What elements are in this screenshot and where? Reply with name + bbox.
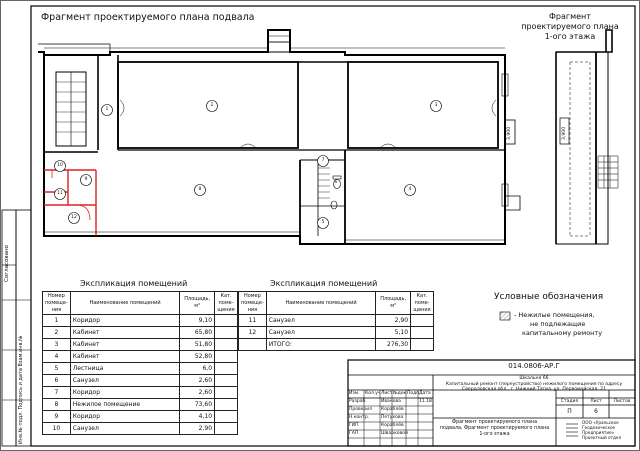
explication-title-right: Экспликация помещений [270, 279, 378, 288]
stamp-col-izm: Изм. [349, 391, 360, 396]
cell-cat [215, 399, 238, 411]
cell-name: ИТОГО: [266, 339, 376, 351]
table-row [43, 363, 238, 375]
cell-area: 9,10 [180, 315, 215, 327]
dim-label-first-floor: 3,900 [562, 126, 567, 140]
cell-n: 4 [43, 351, 71, 363]
cell-name: Коридор [70, 387, 180, 399]
room-label-7: 7 [321, 158, 325, 163]
stamp-name-5: Шварковой [381, 431, 408, 436]
cell-n: 9 [43, 411, 71, 423]
stamp-col-list: Лист [381, 391, 393, 396]
stamp-name-1: Иванова [381, 399, 401, 404]
cell-name: Лестница [70, 363, 180, 375]
cell-name: Санузел [266, 327, 376, 339]
col-number: Номер помеще-ния [239, 292, 267, 315]
cell-name: Нежилое помещение [70, 399, 180, 411]
cell-cat [215, 375, 238, 387]
col-number: Номер помеще-ния [43, 292, 71, 315]
room-label-10: 10 [57, 163, 63, 168]
cell-area: 5,10 [376, 327, 411, 339]
room-label-11: 11 [57, 191, 63, 196]
room-label-8: 8 [198, 187, 202, 192]
room-label-3: 3 [434, 103, 438, 108]
cell-name: Кабинет [70, 351, 180, 363]
col-category: Кат. поме-щения [411, 292, 434, 315]
stamp-sheet-header: Лист [590, 399, 602, 404]
cell-n: 6 [43, 375, 71, 387]
cell-name: Санузел [70, 423, 180, 435]
stamp-sheet: 6 [594, 408, 598, 415]
table-row [239, 327, 434, 339]
stamp-col-date: Дата [419, 391, 431, 396]
cell-cat [215, 351, 238, 363]
table-row [43, 315, 238, 327]
room-label-2: 2 [210, 103, 214, 108]
cell-area: 276,30 [376, 339, 411, 351]
table-row [43, 387, 238, 399]
stamp-project-name: Шкальня 66 Капитальный ремонт (переустройство) нежилого помещения по адресу Свердловская обл., г. Нижний Тагил, ул. Первомайская, 21 [445, 376, 623, 392]
stamp-sheets-header: Листов [613, 399, 631, 404]
cell-name: Санузел [266, 315, 376, 327]
cell-n: 12 [239, 327, 267, 339]
cell-name: Санузел [70, 375, 180, 387]
stamp-col-sign: Подп. [407, 391, 421, 396]
cell-name: Коридор [70, 411, 180, 423]
col-name: Наименование помещений [266, 292, 376, 315]
cell-n: 2 [43, 327, 71, 339]
room-markers [55, 101, 442, 229]
cell-area: 2,60 [180, 375, 215, 387]
side-label-agreed: Согласовано [4, 245, 10, 282]
stamp-role-1: Разраб. [349, 399, 367, 404]
cell-cat [215, 411, 238, 423]
cell-cat [411, 327, 434, 339]
col-area: Площадь, м² [376, 292, 411, 315]
stamp-role-2: Проверил [349, 407, 373, 412]
cell-cat [411, 339, 434, 351]
cell-n: 11 [239, 315, 267, 327]
room-label-12: 12 [71, 215, 77, 220]
table-row [43, 327, 238, 339]
cell-area: 51,80 [180, 339, 215, 351]
side-label-inventory: Инв.№ подл. Подпись и дата Взам.инв.№ [18, 335, 24, 444]
room-label-1: 1 [105, 107, 109, 112]
cell-area: 2,90 [376, 315, 411, 327]
cell-area: 4,10 [180, 411, 215, 423]
cell-n: 8 [43, 399, 71, 411]
stamp-role-5: ГАП [349, 431, 359, 436]
explication-table-left [42, 291, 238, 435]
cell-n: 7 [43, 387, 71, 399]
room-label-5: 5 [321, 220, 325, 225]
basement-plan-title: Фрагмент проектируемого плана подвала [41, 12, 255, 23]
dim-label-basement: 3,900 [507, 126, 512, 140]
cell-area: 65,80 [180, 327, 215, 339]
cell-n: 10 [43, 423, 71, 435]
table-row [43, 411, 238, 423]
cell-n: 5 [43, 363, 71, 375]
stamp-stage-header: Стадия [560, 399, 579, 404]
room-label-4: 4 [408, 187, 412, 192]
stamp-name-4: Кораблёв [381, 423, 404, 428]
stamp-stage: П [567, 408, 572, 415]
legend-title: Условные обозначения [494, 292, 604, 302]
cell-area: 2,90 [180, 423, 215, 435]
explication-table-right [238, 291, 434, 351]
cell-area: 6,0 [180, 363, 215, 375]
table-row [43, 339, 238, 351]
stamp-sheet-title: Фрагмент проектируемого плана подвала, Фрагмент проектируемого плана 1-ого этажа [439, 420, 550, 437]
cell-cat [411, 315, 434, 327]
col-area: Площадь, м² [180, 292, 215, 315]
table-row [43, 399, 238, 411]
cell-cat [215, 423, 238, 435]
first-floor-title: Фрагмент проектируемого плана 1-ого этажа [521, 12, 619, 41]
cell-area: 2,60 [180, 387, 215, 399]
stamp-company: ООО «Уральское Геодезическое Предприятие» Проектный отдел [582, 420, 622, 440]
stamp-code: 014.0806-АР.Г [508, 362, 560, 370]
stamp-col-kol: Кол.уч [365, 391, 381, 396]
cell-n: 1 [43, 315, 71, 327]
legend-item: - Нежилые помещения, не подлежащие капитальному ремонту [514, 311, 603, 337]
cell-n [239, 339, 267, 351]
table-row [239, 339, 434, 351]
table-row [43, 375, 238, 387]
table-row [43, 351, 238, 363]
cell-cat [215, 327, 238, 339]
cell-area: 73,60 [180, 399, 215, 411]
basement-plan [38, 30, 520, 244]
cell-cat [215, 363, 238, 375]
stamp-name-3: Петухова [381, 415, 404, 420]
cell-n: 3 [43, 339, 71, 351]
stamp-col-doc: №док [393, 391, 407, 396]
col-category: Кат. поме-щения [215, 292, 238, 315]
cell-name: Кабинет [70, 327, 180, 339]
room-label-9: 9 [84, 177, 88, 182]
table-row [43, 423, 238, 435]
col-name: Наименование помещений [70, 292, 180, 315]
stamp-name-2: Кораблёв [381, 407, 404, 412]
room-label-6: 6 [334, 180, 338, 185]
cell-name: Коридор [70, 315, 180, 327]
explication-title-left: Экспликация помещений [80, 279, 188, 288]
cell-name: Кабинет [70, 339, 180, 351]
legend-swatch [500, 312, 510, 320]
cell-cat [215, 339, 238, 351]
table-row [239, 315, 434, 327]
stamp-role-4: ГИП [349, 423, 359, 428]
cell-area: 52,80 [180, 351, 215, 363]
stamp-role-3: Н.контр. [349, 415, 370, 420]
stamp-date: 11.18 [419, 399, 432, 404]
cell-cat [215, 315, 238, 327]
cell-cat [215, 387, 238, 399]
